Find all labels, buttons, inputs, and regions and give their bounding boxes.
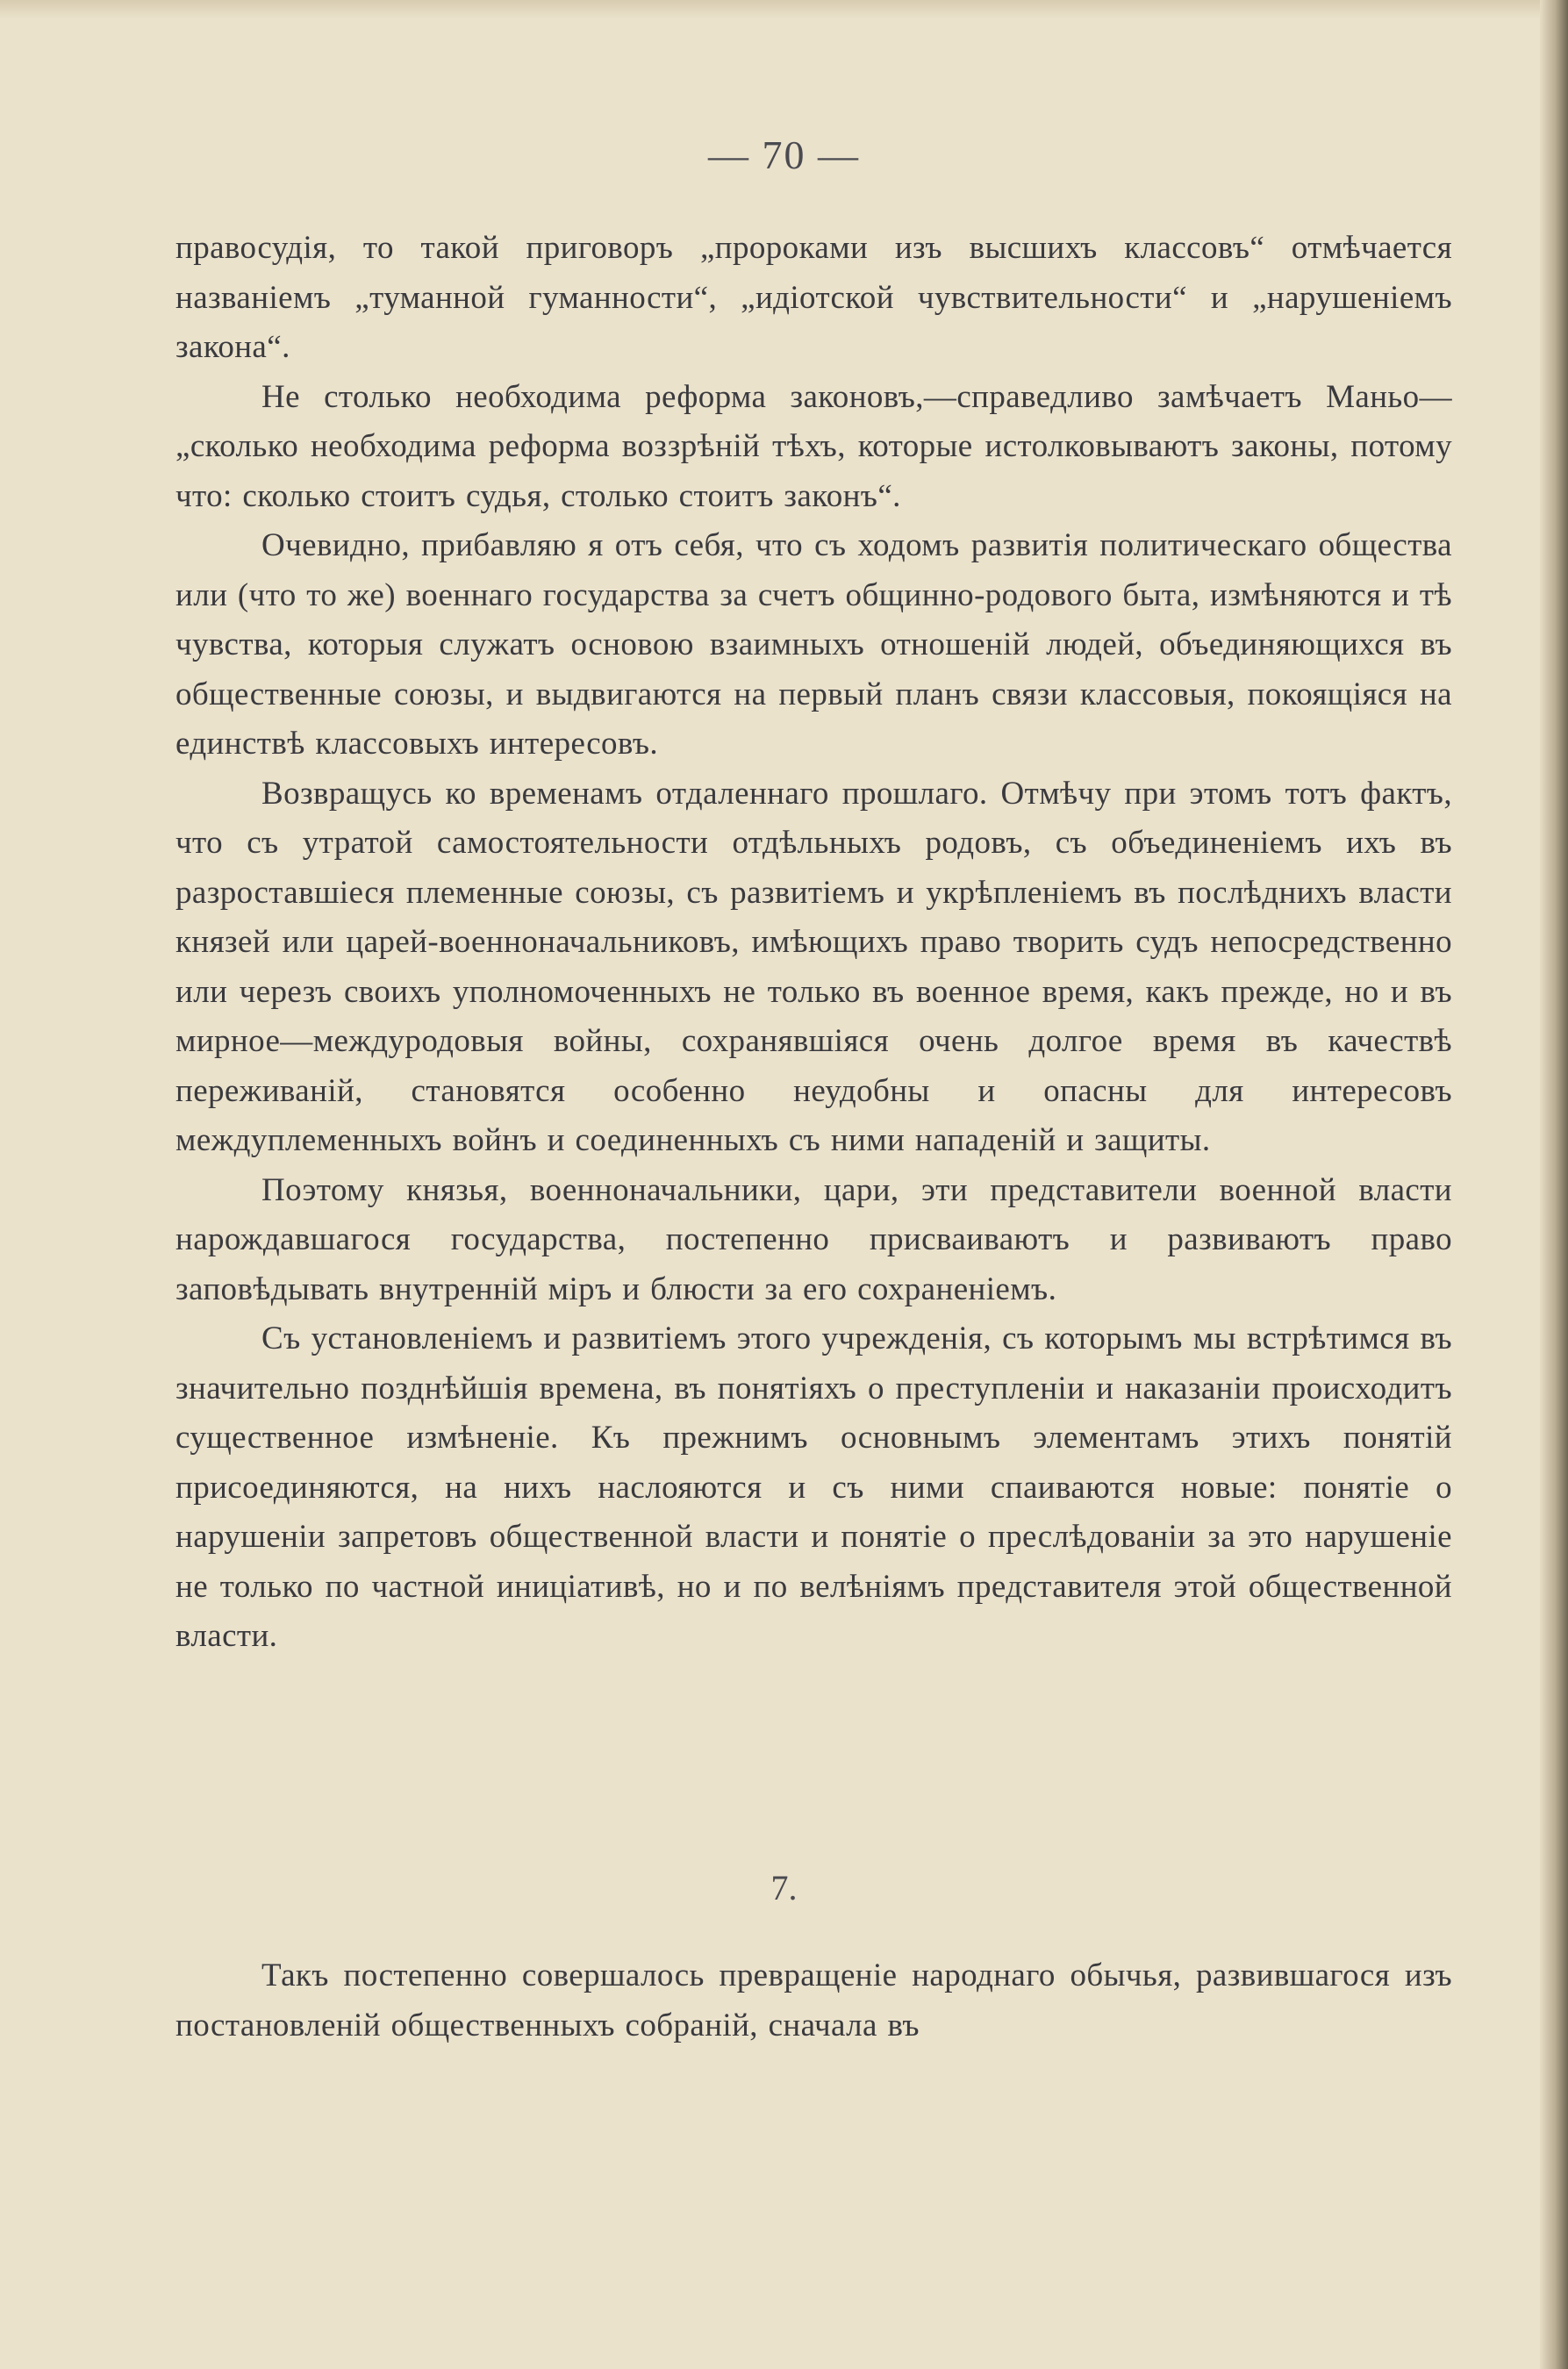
body-text bbox=[175, 224, 1452, 1662]
section-number: 7. bbox=[770, 1868, 798, 1907]
paragraph: Поэтому князья, военноначальники, цари, эти представители военной власти нарождавшагося государства, постепенно присваиваютъ и развиваютъ право заповѣдывать внутренній міръ и блюсти за его сохраненіемъ. bbox=[175, 1171, 1452, 1307]
paragraph-continuation: правосудія, то такой приговоръ „пророками изъ высшихъ классовъ“ отмѣчается названіемъ „туманной гуманности“, „идіотской чувствительности“ и „нарушеніемъ закона“. bbox=[175, 230, 1452, 365]
page-number: — 70 — bbox=[708, 132, 860, 177]
paragraph: Не столько необходима реформа законовъ,—справедливо замѣчаетъ Маньо—„сколько необходима реформа воззрѣній тѣхъ, которые истолковываютъ законы, потому что: сколько стоитъ судья, столько стоитъ законъ“. bbox=[175, 378, 1452, 514]
paragraph: Такъ постепенно совершалось превращеніе народнаго обычья, развившагося изъ постановленій общественныхъ собраній, сначала въ bbox=[175, 1957, 1452, 2043]
page-top-shadow bbox=[0, 0, 1568, 19]
page-right-edge-shadow bbox=[1540, 0, 1568, 2369]
paragraph: Возвращусь ко временамъ отдаленнаго прошлаго. Отмѣчу при этомъ тотъ фактъ, что съ утратой самостоятельности отдѣльныхъ родовъ, съ объединеніемъ ихъ въ разроставшіеся племенные союзы, съ развитіемъ и укрѣпленіемъ въ послѣднихъ власти князей или царей-военноначальниковъ, имѣющихъ право творить судъ непосредственно или черезъ своихъ уполномоченныхъ не только въ военное время, какъ прежде, но и въ мирное—междуродовыя войны, сохранявшіяся очень долгое время въ качествѣ переживаній, становятся особенно неудобны и опасны для интересовъ междуплеменныхъ войнъ и соединенныхъ съ ними нападеній и защиты. bbox=[175, 775, 1452, 1158]
closing-text bbox=[175, 1951, 1452, 2051]
paragraph: Очевидно, прибавляю я отъ себя, что съ ходомъ развитія политическаго общества или (что то же) военнаго государства за счетъ общинно-родового быта, измѣняются и тѣ чувства, которыя служатъ основою взаимныхъ отношеній людей, объединяющихся въ общественные союзы, и выдвигаются на первый планъ связи классовыя, покоящіяся на единствѣ классовыхъ интересовъ. bbox=[175, 527, 1452, 762]
paragraph: Съ установленіемъ и развитіемъ этого учрежденія, съ которымъ мы встрѣтимся въ значительно позднѣйшія времена, въ понятіяхъ о преступленіи и наказаніи происходитъ существенное измѣненіе. Къ прежнимъ основнымъ элементамъ этихъ понятій присоединяются, на нихъ наслояются и съ ними спаиваются новые: понятіе о нарушеніи запретовъ общественной власти и понятіе о преслѣдованіи за это нарушеніе не только по частной иниціативѣ, но и по велѣніямъ представителя этой общественной власти. bbox=[175, 1320, 1452, 1654]
